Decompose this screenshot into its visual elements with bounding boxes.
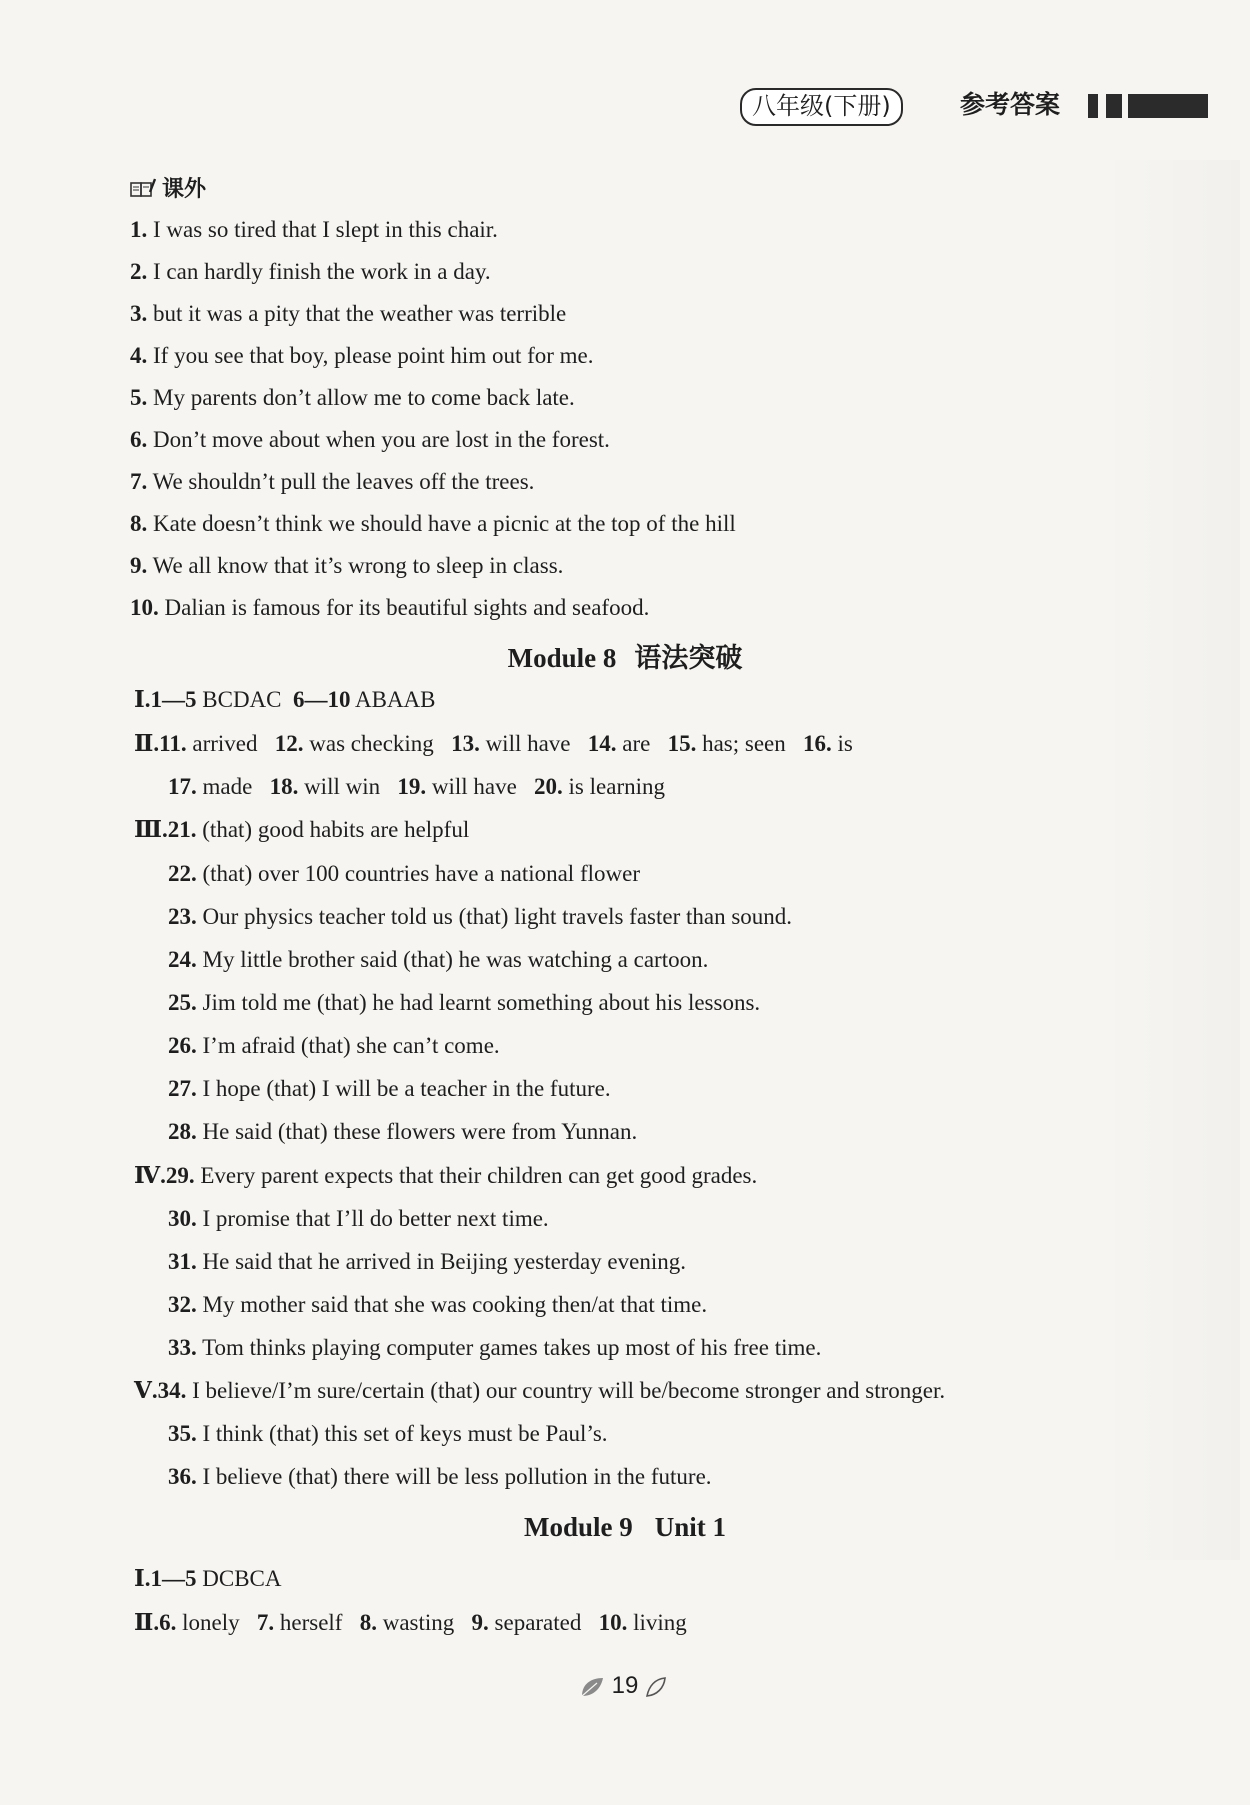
answer-line	[130, 384, 575, 412]
section-roman-numeral: Ⅲ.	[134, 817, 168, 842]
answer-line	[130, 258, 491, 286]
answer-number: 3.	[130, 301, 148, 326]
answer-text: will have	[479, 731, 588, 756]
answer-text: is	[831, 731, 853, 756]
answer-number: 8.	[130, 511, 148, 536]
answer-number: 29.	[165, 1163, 195, 1188]
section-roman-numeral: Ⅰ.	[134, 687, 151, 712]
leaf-right-icon	[645, 1676, 667, 1698]
answer-number: 28.	[168, 1119, 197, 1144]
answer-line	[134, 686, 436, 714]
answer-text: My parents don’t allow me to come back late.	[153, 385, 575, 410]
answer-text: separated	[488, 1610, 599, 1635]
answer-number: 2.	[130, 259, 148, 284]
answer-text: Jim told me (that) he had learnt something about his lessons.	[196, 990, 761, 1015]
answer-number: 1—5	[150, 687, 197, 712]
module8-subtitle: 语法突破	[634, 643, 743, 674]
answer-number: 6.	[130, 427, 148, 452]
section-roman-numeral: Ⅴ.	[134, 1378, 158, 1403]
answer-number: 1.	[130, 217, 148, 242]
answer-number: 8.	[359, 1610, 377, 1635]
answer-number: 9.	[471, 1610, 489, 1635]
answer-number: 10.	[130, 595, 159, 620]
answer-text: are	[616, 731, 668, 756]
answer-text: My mother said that she was cooking then/at that time.	[196, 1292, 708, 1317]
section-roman-numeral: Ⅰ.	[134, 1566, 151, 1591]
answer-text: living	[627, 1610, 687, 1635]
answer-text: made	[196, 774, 270, 799]
answer-number: 14.	[587, 731, 617, 756]
answer-text: I believe (that) there will be less pollution in the future.	[196, 1464, 712, 1489]
answer-text: (that) good habits are helpful	[196, 817, 470, 842]
leaf-left-icon	[579, 1676, 605, 1698]
answer-number: 9.	[130, 553, 148, 578]
answer-text: Kate doesn’t think we should have a picnic at the top of the hill	[153, 511, 736, 536]
answer-number: 7.	[130, 469, 148, 494]
answer-label: 参考答案	[960, 90, 1061, 119]
answer-number: 25.	[168, 990, 197, 1015]
page-header	[740, 88, 1208, 126]
answer-text: will win	[298, 774, 398, 799]
answer-line	[130, 216, 498, 244]
answer-number: 21.	[167, 817, 197, 842]
answer-number: 31.	[168, 1249, 197, 1274]
book-pencil-icon	[130, 178, 156, 198]
answer-text: (that) over 100 countries have a national flower	[196, 861, 640, 886]
page-number-text: 19	[611, 1672, 639, 1699]
answer-text: Every parent expects that their children can get good grades.	[194, 1163, 758, 1188]
answer-line	[134, 816, 469, 844]
answer-number: 27.	[168, 1076, 197, 1101]
answer-number: 11.	[159, 731, 187, 756]
answer-line	[168, 946, 708, 974]
answer-line	[130, 510, 736, 538]
answer-line	[168, 1075, 611, 1103]
answer-number: 6.	[159, 1610, 177, 1635]
answer-number: 20.	[534, 774, 563, 799]
answer-text: I’m afraid (that) she can’t come.	[196, 1033, 500, 1058]
module8-title: Module 8	[507, 643, 617, 673]
module9-subtitle: Unit 1	[654, 1512, 727, 1542]
answer-number: 19.	[397, 774, 427, 799]
answer-text: herself	[274, 1610, 360, 1635]
answer-line	[134, 1609, 687, 1637]
answer-text: arrived	[186, 731, 275, 756]
answer-number: 36.	[168, 1464, 197, 1489]
answer-text: I think (that) this set of keys must be Paul’s.	[196, 1421, 608, 1446]
answer-text: My little brother said (that) he was watching a cartoon.	[196, 947, 709, 972]
answer-text: He said (that) these flowers were from Yunnan.	[196, 1119, 638, 1144]
answer-text: I believe/I’m sure/certain (that) our country will be/become stronger and stronger.	[186, 1378, 946, 1403]
answer-line	[168, 1248, 686, 1276]
extra-section-title-text: 课外	[162, 177, 207, 202]
answer-line	[130, 468, 534, 496]
answer-number: 5.	[130, 385, 148, 410]
answer-line	[130, 594, 649, 622]
answer-text: will have	[426, 774, 535, 799]
answer-line	[130, 300, 566, 328]
answer-line	[168, 1205, 549, 1233]
answer-text: If you see that boy, please point him out for me.	[153, 343, 594, 368]
section-roman-numeral: Ⅱ.	[134, 731, 160, 756]
answer-text: is learning	[562, 774, 665, 799]
header-decor-block	[1106, 94, 1122, 118]
answer-line	[168, 1334, 821, 1362]
extra-section-title	[130, 172, 206, 203]
answer-number: 23.	[168, 904, 197, 929]
answer-line	[168, 1291, 707, 1319]
answer-text: wasting	[376, 1610, 472, 1635]
answer-line	[168, 860, 640, 888]
answer-text: I can hardly finish the work in a day.	[153, 259, 491, 284]
module9-title: Module 9	[523, 1512, 633, 1542]
answer-number: 4.	[130, 343, 148, 368]
answer-number: 12.	[274, 731, 304, 756]
answer-number: 10.	[598, 1610, 628, 1635]
answer-line	[130, 552, 563, 580]
answer-number: 26.	[168, 1033, 197, 1058]
answer-number: 13.	[451, 731, 480, 756]
answer-number: 7.	[256, 1610, 275, 1635]
answer-text: lonely	[176, 1610, 257, 1635]
answer-text: We shouldn’t pull the leaves off the trees.	[152, 469, 535, 494]
answer-line	[134, 1565, 282, 1593]
answer-text: Don’t move about when you are lost in the forest.	[153, 427, 610, 452]
answer-text: I hope (that) I will be a teacher in the future.	[196, 1076, 611, 1101]
answer-text: was checking	[303, 731, 452, 756]
module9-heading	[0, 1512, 1250, 1543]
answer-text: I promise that I’ll do better next time.	[196, 1206, 549, 1231]
answer-number: 33.	[168, 1335, 197, 1360]
answer-number: 35.	[168, 1421, 197, 1446]
answer-text: We all know that it’s wrong to sleep in class.	[152, 553, 564, 578]
section-roman-numeral: Ⅳ.	[134, 1163, 166, 1188]
answer-text: DCBCA	[196, 1566, 282, 1591]
answer-number: 1—5	[150, 1566, 197, 1591]
answer-text: I was so tired that I slept in this chair.	[153, 217, 498, 242]
answer-text: He said that he arrived in Beijing yesterday evening.	[196, 1249, 686, 1274]
answer-number: 32.	[168, 1292, 197, 1317]
section-roman-numeral: Ⅱ.	[134, 1610, 160, 1635]
answer-line	[168, 989, 760, 1017]
answer-text: Our physics teacher told us (that) light travels faster than sound.	[196, 904, 793, 929]
answer-line	[168, 773, 665, 801]
header-decor-block	[1128, 94, 1208, 118]
answer-number: 15.	[667, 731, 697, 756]
answer-text: but it was a pity that the weather was terrible	[153, 301, 567, 326]
answer-text: ABAAB	[350, 687, 436, 712]
answer-number: 34.	[157, 1378, 187, 1403]
answer-number: 30.	[168, 1206, 197, 1231]
module8-heading	[0, 636, 1250, 675]
answer-text: has; seen	[696, 731, 804, 756]
grade-label: 八年级(下册)	[740, 88, 903, 126]
page-number	[568, 1672, 678, 1700]
answer-line	[134, 730, 853, 758]
answer-text: BCDAC	[196, 687, 294, 712]
answer-line	[168, 903, 792, 931]
answer-text: Dalian is famous for its beautiful sights and seafood.	[164, 595, 650, 620]
answer-line	[168, 1420, 608, 1448]
answer-number: 22.	[168, 861, 197, 886]
header-decor-block	[1088, 94, 1098, 118]
answer-number: 16.	[803, 731, 832, 756]
answer-number: 6—10	[293, 687, 351, 712]
answer-line	[134, 1162, 757, 1190]
answer-number: 24.	[168, 947, 197, 972]
answer-line	[134, 1377, 945, 1405]
answer-line	[130, 342, 594, 370]
answer-number: 17.	[168, 774, 197, 799]
answer-line	[168, 1032, 500, 1060]
answer-line	[168, 1118, 637, 1146]
answer-number: 18.	[269, 774, 299, 799]
answer-text: Tom thinks playing computer games takes up most of his free time.	[196, 1335, 822, 1360]
answer-line	[130, 426, 610, 454]
answer-line	[168, 1463, 712, 1491]
bleed-through-shadow	[1100, 160, 1240, 1560]
